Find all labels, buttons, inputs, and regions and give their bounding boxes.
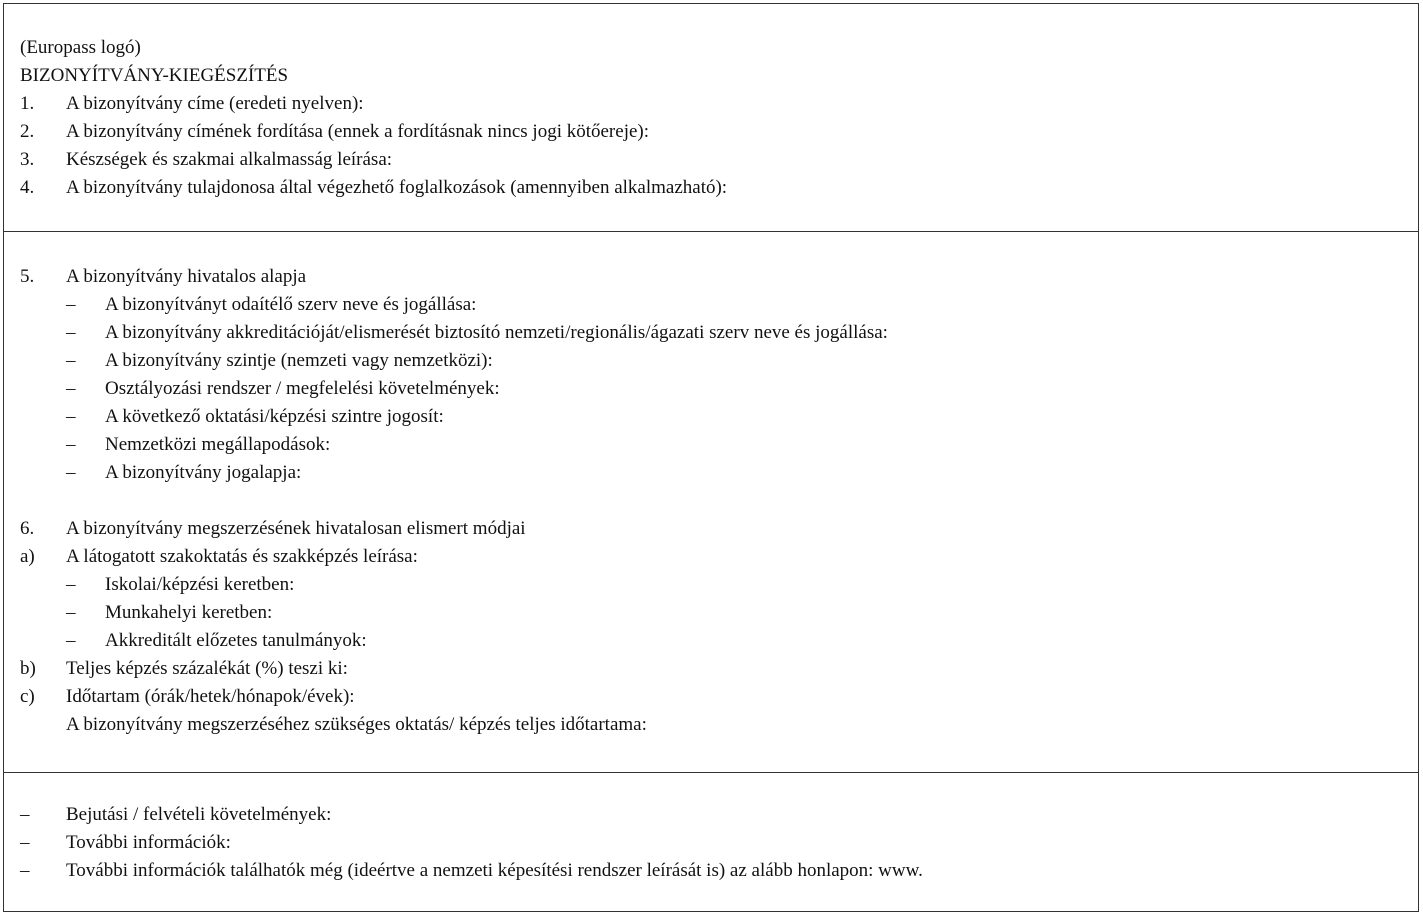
sub-item-text: A bizonyítvány akkreditációját/elismerését biztosító nemzeti/regionális/ágazati szerv neve és jogállása:	[105, 322, 888, 343]
item-text: Készségek és szakmai alkalmasság leírása:	[66, 149, 393, 170]
sub-item-text: Munkahelyi keretben:	[105, 602, 273, 623]
europass-logo-placeholder: (Europass logó)	[20, 37, 141, 58]
letter-marker: b)	[20, 658, 36, 679]
item-number: 5.	[20, 266, 35, 287]
sub-item-text: Osztályozási rendszer / megfelelési követelmények:	[105, 378, 500, 399]
sub-list-item	[4, 291, 1418, 319]
lettered-item	[4, 683, 1418, 711]
dash-marker: –	[20, 804, 30, 825]
sub-list-item	[4, 571, 1418, 599]
lettered-item-text: Időtartam (órák/hetek/hónapok/évek):	[66, 686, 355, 707]
dash-marker: –	[66, 322, 76, 343]
sub-item-text: A bizonyítvány szintje (nemzeti vagy nemzetközi):	[105, 350, 493, 371]
list-item	[4, 857, 1418, 885]
item-text: Bejutási / felvételi követelmények:	[66, 804, 332, 825]
sub-item-text: Akkreditált előzetes tanulmányok:	[105, 630, 367, 651]
dash-marker: –	[66, 294, 76, 315]
section-certificate-basis	[4, 232, 1418, 773]
lettered-item	[4, 655, 1418, 683]
item-text: A bizonyítvány hivatalos alapja	[66, 266, 307, 287]
sub-item-text: Iskolai/képzési keretben:	[105, 574, 295, 595]
sub-list-item	[4, 459, 1418, 487]
lettered-item-continuation	[4, 711, 1418, 739]
sub-list-item	[4, 347, 1418, 375]
lettered-item-text: Teljes képzés százalékát (%) teszi ki:	[66, 658, 348, 679]
sub-list-item	[4, 319, 1418, 347]
sub-list-item	[4, 403, 1418, 431]
item-text: A bizonyítvány megszerzésének hivatalosan elismert módjai	[66, 518, 526, 539]
section-additional-info	[4, 773, 1418, 913]
letter-marker: c)	[20, 686, 35, 707]
dash-marker: –	[66, 574, 76, 595]
sub-list-item	[4, 431, 1418, 459]
logo-placeholder-line	[4, 34, 1418, 62]
list-item	[4, 174, 1418, 202]
item-text: A bizonyítvány címének fordítása (ennek a fordításnak nincs jogi kötőereje):	[66, 121, 650, 142]
dash-marker: –	[66, 378, 76, 399]
sub-item-text: A következő oktatási/képzési szintre jogosít:	[105, 406, 444, 427]
item-number: 2.	[20, 121, 35, 142]
list-item	[4, 829, 1418, 857]
dash-marker: –	[66, 602, 76, 623]
sub-list-item	[4, 375, 1418, 403]
document-heading: BIZONYÍTVÁNY-KIEGÉSZÍTÉS	[20, 65, 289, 86]
dash-marker: –	[20, 860, 30, 881]
list-item	[4, 515, 1418, 543]
continuation-text: A bizonyítvány megszerzéséhez szükséges oktatás/ képzés teljes időtartama:	[66, 714, 647, 735]
list-item	[4, 90, 1418, 118]
list-item	[4, 118, 1418, 146]
item-text: További információk:	[66, 832, 231, 853]
sub-list-item	[4, 627, 1418, 655]
section-certificate-header	[4, 4, 1418, 232]
heading-line	[4, 62, 1418, 90]
dash-marker: –	[66, 630, 76, 651]
lettered-item	[4, 543, 1418, 571]
dash-marker: –	[66, 462, 76, 483]
dash-marker: –	[66, 406, 76, 427]
item-number: 3.	[20, 149, 35, 170]
item-text: További információk találhatók még (ideértve a nemzeti képesítési rendszer leírását is) az alább honlapon: www.	[66, 860, 923, 881]
dash-marker: –	[66, 434, 76, 455]
list-item	[4, 263, 1418, 291]
list-item	[4, 801, 1418, 829]
dash-marker: –	[20, 832, 30, 853]
list-item	[4, 146, 1418, 174]
document-frame	[3, 3, 1419, 912]
letter-marker: a)	[20, 546, 35, 567]
dash-marker: –	[66, 350, 76, 371]
sub-item-text: A bizonyítványt odaítélő szerv neve és jogállása:	[105, 294, 477, 315]
item-number: 6.	[20, 518, 35, 539]
item-number: 4.	[20, 177, 35, 198]
sub-item-text: A bizonyítvány jogalapja:	[105, 462, 302, 483]
item-text: A bizonyítvány tulajdonosa által végezhető foglalkozások (amennyiben alkalmazható):	[66, 177, 728, 198]
sub-list-item	[4, 599, 1418, 627]
item-number: 1.	[20, 93, 35, 114]
sub-item-text: Nemzetközi megállapodások:	[105, 434, 331, 455]
lettered-item-text: A látogatott szakoktatás és szakképzés leírása:	[66, 546, 418, 567]
item-text: A bizonyítvány címe (eredeti nyelven):	[66, 93, 364, 114]
